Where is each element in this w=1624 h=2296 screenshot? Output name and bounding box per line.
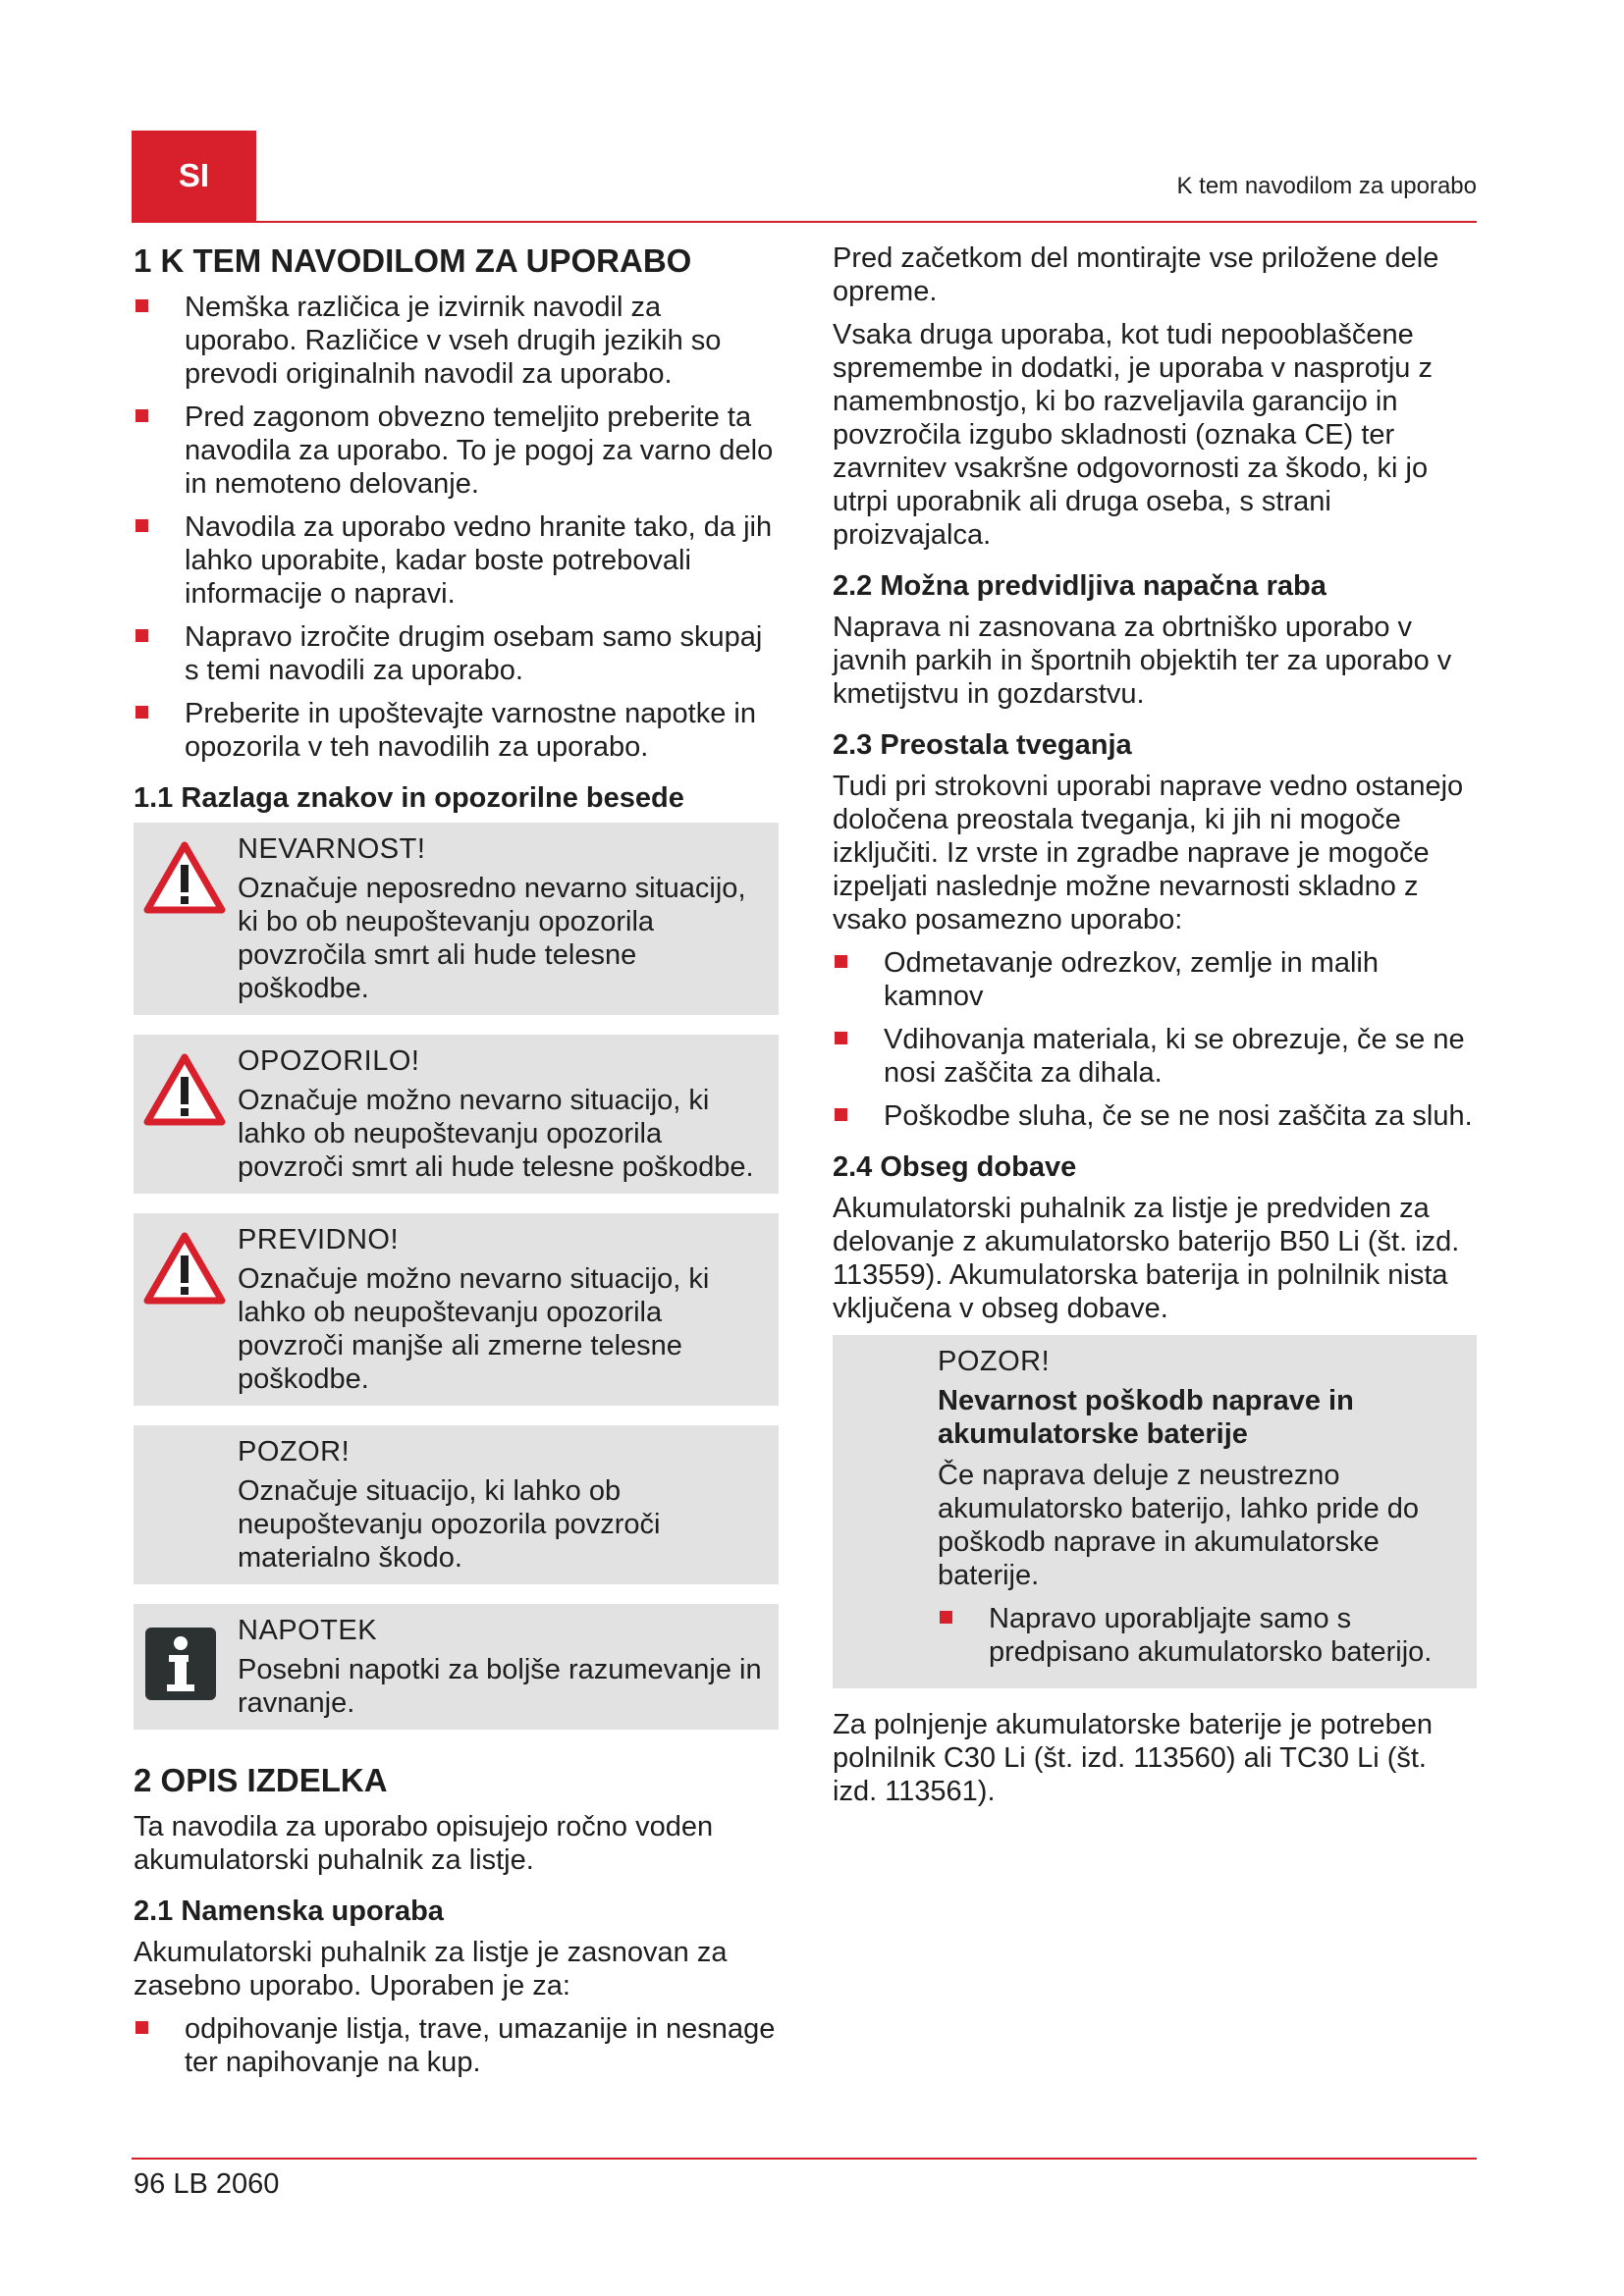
- list-item: Navodila za uporabo vedno hranite tako, da jih lahko uporabite, kadar boste potrebovali informacije o napravi.: [134, 510, 779, 611]
- list-item: Nemška različica je izvirnik navodil za uporabo. Različice v vseh drugih jezikih so prevodi originalnih navodil za uporabo.: [134, 291, 779, 391]
- section-2-3-text: Tudi pri strokovni uporabi naprave vedno ostanejo določena preostala tveganja, ki jih ni mogoče izključiti. Iz vrste in zgradbe naprave je mogoče izpeljati naslednje možne nevarnosti skladno z vsako posamezno uporabo:: [833, 771, 1464, 935]
- list-item: Pred zagonom obvezno temeljito preberite ta navodila za uporabo. To je pogoj za varno delo in nemoteno delovanje.: [134, 400, 779, 501]
- warning-text: Označuje možno nevarno situacijo, ki lahko ob neupoštevanju opozorila povzroči smrt ali hude telesne poškodbe.: [238, 1085, 754, 1183]
- warning-triangle-icon: [143, 1052, 226, 1135]
- section-2-1-list: [134, 2012, 779, 2079]
- section-2-3-heading: 2.3 Preostala tveganja: [833, 729, 1132, 761]
- danger-box: [134, 823, 779, 1015]
- info-text: Posebni napotki za boljše razumevanje in ravnanje.: [238, 1654, 762, 1719]
- info-icon: [143, 1626, 218, 1710]
- footer-divider: [132, 2158, 1477, 2160]
- caution-title: PREVIDNO!: [238, 1224, 400, 1255]
- section-2-1-heading: 2.1 Namenska uporaba: [134, 1896, 444, 1927]
- charger-text: Za polnjenje akumulatorske baterije je potreben polnilnik C30 Li (št. izd. 113560) ali TC30 Li (št. izd. 113561).: [833, 1709, 1433, 1807]
- section-1-heading: 1 K TEM NAVODILOM ZA UPORABO: [134, 242, 692, 279]
- header-title: K tem navodilom za uporabo: [1176, 173, 1477, 199]
- misuse-text: Vsaka druga uporaba, kot tudi nepooblaščene spremembe in dodatki, je uporaba v nasprotju z namembnostjo, ki bo razveljavila garancijo in povzročila izgubo skladnosti (oznaka CE) ter zavrnitev vsakršne odgovornosti za škodo, ki jo utrpi uporabnik ali druga oseba, s strani proizvajalca.: [833, 319, 1433, 551]
- warning-triangle-icon: [143, 840, 226, 923]
- page-number: 96 LB 2060: [134, 2168, 280, 2200]
- assembly-text: Pred začetkom del montirajte vse priložene dele opreme.: [833, 242, 1439, 307]
- battery-notice-title: POZOR!: [938, 1346, 1051, 1377]
- section-1-list: [134, 291, 779, 764]
- battery-notice-list: [938, 1602, 1469, 1669]
- section-2-1-text: Akumulatorski puhalnik za listje je zasnovan za zasebno uporabo. Uporaben je za:: [134, 1937, 728, 2002]
- battery-notice-text: Če naprava deluje z neustrezno akumulatorsko baterijo, lahko pride do poškodb naprave in akumulatorske baterije.: [938, 1460, 1420, 1591]
- section-2-4-text: Akumulatorski puhalnik za listje je predviden za delovanje z akumulatorsko baterijo B50 Li (št. izd. 113559). Akumulatorska baterija in polnilnik nista vključena v obseg dobave.: [833, 1193, 1460, 1324]
- section-2-2-heading: 2.2 Možna predvidljiva napačna raba: [833, 570, 1326, 602]
- notice-box: [134, 1425, 779, 1584]
- section-2-4-heading: 2.4 Obseg dobave: [833, 1151, 1077, 1183]
- caution-box: [134, 1213, 779, 1406]
- info-box: [134, 1604, 779, 1730]
- list-item: Poškodbe sluha, če se ne nosi zaščita za sluh.: [833, 1099, 1477, 1133]
- battery-notice-subtitle: Nevarnost poškodb naprave in akumulatorske baterije: [938, 1385, 1354, 1450]
- danger-title: NEVARNOST!: [238, 833, 426, 865]
- battery-notice-box: [833, 1335, 1477, 1688]
- info-title: NAPOTEK: [238, 1615, 378, 1646]
- warning-title: OPOZORILO!: [238, 1045, 420, 1077]
- section-2-heading: 2 OPIS IZDELKA: [134, 1762, 388, 1798]
- list-item: Preberite in upoštevajte varnostne napotke in opozorila v teh navodilih za uporabo.: [134, 697, 779, 764]
- left-column: [134, 241, 779, 2089]
- section-1-1-heading: 1.1 Razlaga znakov in opozorilne besede: [134, 782, 684, 814]
- list-item: Odmetavanje odrezkov, zemlje in malih kamnov: [833, 946, 1477, 1013]
- list-item: odpihovanje listja, trave, umazanije in nesnage ter napihovanje na kup.: [134, 2012, 779, 2079]
- notice-title: POZOR!: [238, 1436, 351, 1468]
- warning-box: [134, 1035, 779, 1194]
- header-divider: [132, 221, 1477, 223]
- section-2-2-text: Naprava ni zasnovana za obrtniško uporabo v javnih parkih in športnih objektih ter za uporabo v kmetijstvu in gozdarstvu.: [833, 612, 1452, 710]
- list-item: Napravo izročite drugim osebam samo skupaj s temi navodili za uporabo.: [134, 620, 779, 687]
- list-item: Vdihovanja materiala, ki se obrezuje, če se ne nosi zaščita za dihala.: [833, 1023, 1477, 1090]
- list-item: Napravo uporabljajte samo s predpisano akumulatorsko baterijo.: [938, 1602, 1469, 1669]
- section-2-3-list: [833, 946, 1477, 1133]
- right-column: [833, 241, 1477, 1818]
- notice-text: Označuje situacijo, ki lahko ob neupoštevanju opozorila povzroči materialno škodo.: [238, 1475, 661, 1574]
- caution-text: Označuje možno nevarno situacijo, ki lahko ob neupoštevanju opozorila povzroči manjše ali zmerne telesne poškodbe.: [238, 1263, 710, 1395]
- language-tab: SI: [132, 131, 256, 221]
- danger-text: Označuje neposredno nevarno situacijo, ki bo ob neupoštevanju opozorila povzročila smrt ali hude telesne poškodbe.: [238, 873, 746, 1004]
- section-2-text: Ta navodila za uporabo opisujejo ročno voden akumulatorski puhalnik za listje.: [134, 1811, 714, 1876]
- warning-triangle-icon: [143, 1231, 226, 1313]
